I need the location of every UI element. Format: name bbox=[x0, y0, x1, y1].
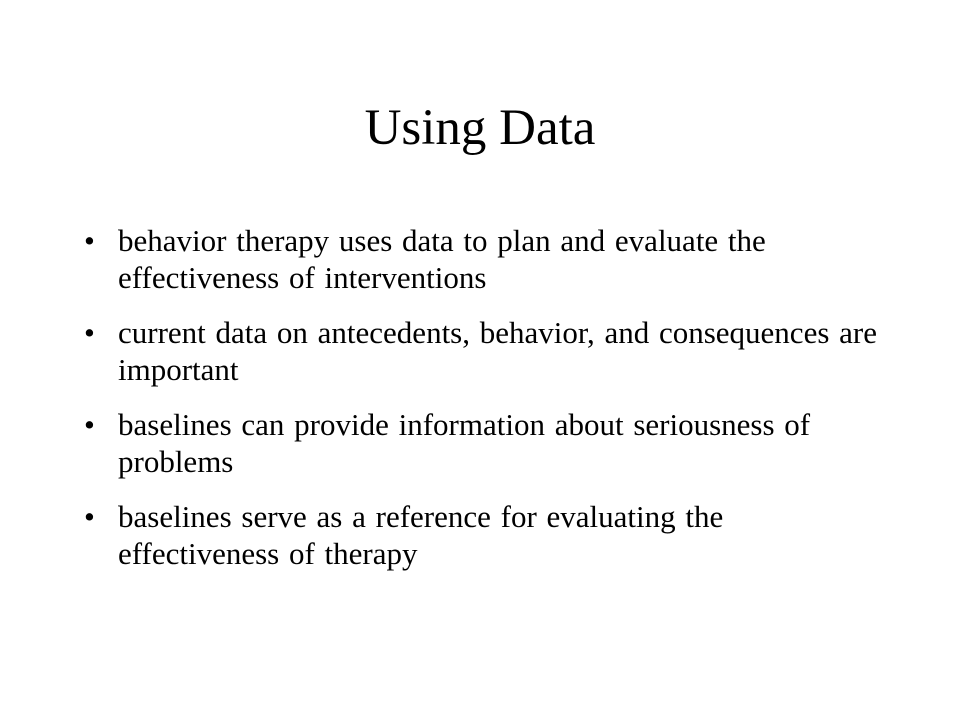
bullet-text: behavior therapy uses data to plan and evaluate the effectiveness of interventions bbox=[118, 223, 766, 295]
bullet-dot-icon: • bbox=[84, 499, 95, 534]
bullet-item bbox=[84, 314, 884, 388]
bullet-text: baselines can provide information about seriousness of problems bbox=[118, 407, 811, 479]
bullet-dot-icon: • bbox=[84, 315, 95, 350]
bullet-dot-icon: • bbox=[84, 407, 95, 442]
bullet-list bbox=[84, 222, 884, 590]
bullet-text: current data on antecedents, behavior, and consequences are important bbox=[118, 315, 877, 387]
bullet-text: baselines serve as a reference for evaluating the effectiveness of therapy bbox=[118, 499, 724, 571]
slide-title: Using Data bbox=[364, 100, 596, 156]
bullet-item bbox=[84, 498, 884, 572]
bullet-dot-icon: • bbox=[84, 223, 95, 258]
bullet-item bbox=[84, 222, 884, 296]
bullet-item bbox=[84, 406, 884, 480]
